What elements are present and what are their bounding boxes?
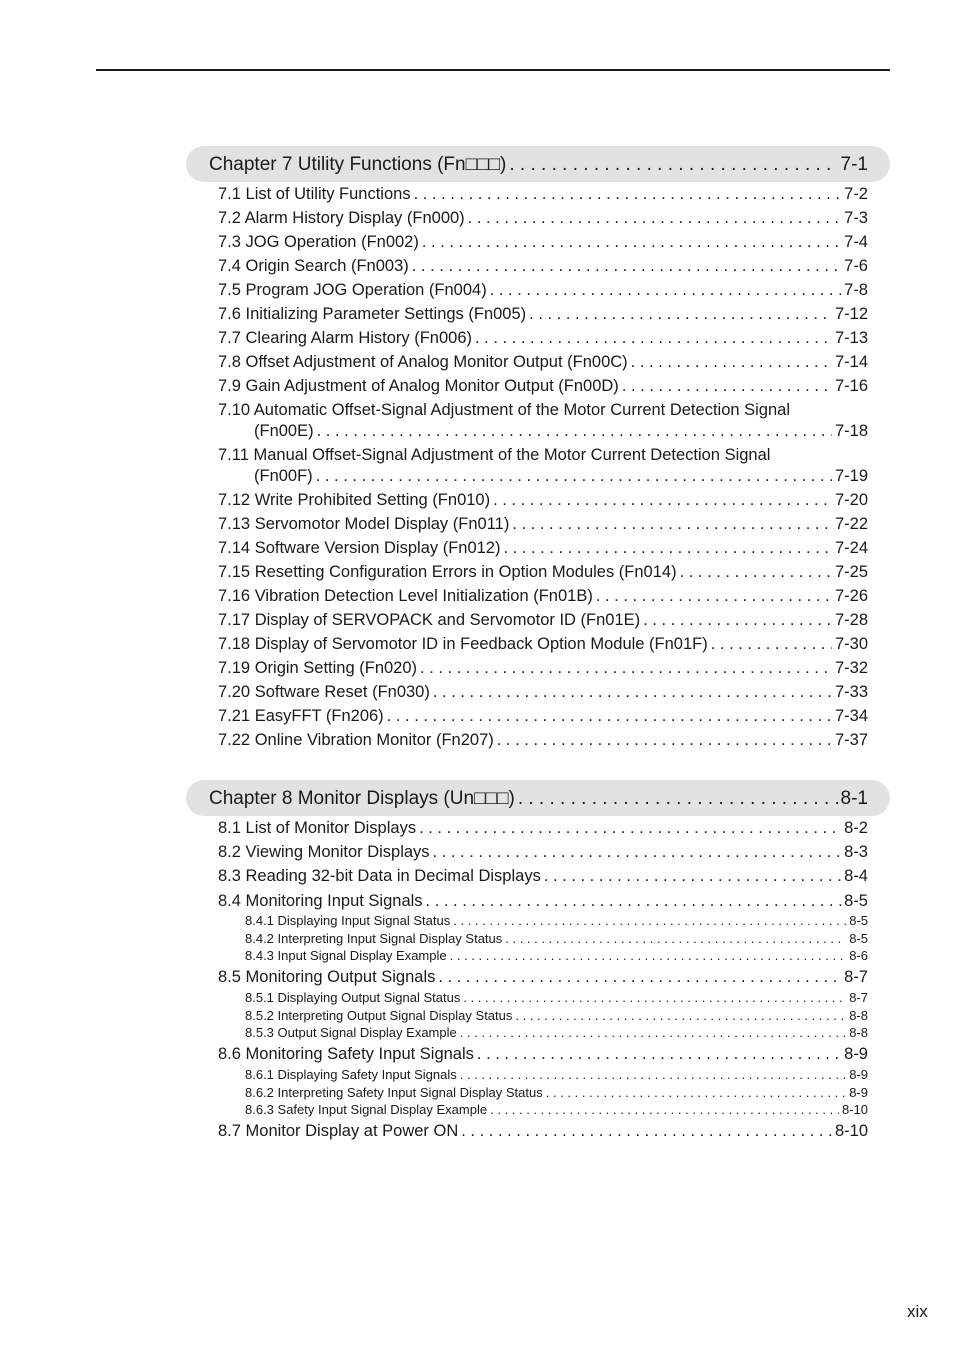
entry-page: 7-2 xyxy=(844,185,868,203)
leader-dots xyxy=(450,948,847,963)
entry-label: 8.6.3 Safety Input Signal Display Example xyxy=(245,1102,488,1117)
toc-entry-8-6[interactable] xyxy=(218,1045,868,1064)
entry-page: 7-12 xyxy=(834,305,868,323)
entry-label: 7.4 Origin Search (Fn003) xyxy=(218,257,409,275)
leader-dots xyxy=(643,611,832,630)
leader-dots xyxy=(438,968,841,987)
toc-entry-8-6-2[interactable] xyxy=(245,1085,868,1100)
chapter-8-row xyxy=(209,788,868,810)
leader-dots xyxy=(622,377,832,396)
entry-page: 7-13 xyxy=(834,329,868,347)
entry-page: 8-2 xyxy=(844,819,868,837)
entry-label: 7.16 Vibration Detection Level Initialization (Fn01B) xyxy=(218,587,593,605)
entry-label: 7.1 List of Utility Functions xyxy=(218,185,411,203)
entry-page: 8-6 xyxy=(849,948,868,963)
toc-entry-7-18[interactable] xyxy=(218,635,868,654)
leader-dots xyxy=(316,467,832,486)
toc-entry-7-13[interactable] xyxy=(218,515,868,534)
entry-label: 8.5 Monitoring Output Signals xyxy=(218,968,436,986)
leader-dots xyxy=(544,867,841,886)
toc-entry-7-10-line1[interactable]: 7.10 Automatic Offset-Signal Adjustment of the Motor Current Detection Signal xyxy=(218,401,790,419)
entry-label: 8.6.2 Interpreting Safety Input Signal Display Status xyxy=(245,1085,543,1100)
toc-entry-8-2[interactable] xyxy=(218,843,868,862)
toc-entry-8-5[interactable] xyxy=(218,968,868,987)
chapter-7-title: Chapter 7 Utility Functions (Fn□□□) xyxy=(209,154,507,175)
toc-entry-7-11-line1[interactable]: 7.11 Manual Offset-Signal Adjustment of the Motor Current Detection Signal xyxy=(218,446,771,464)
entry-page: 7-20 xyxy=(834,491,868,509)
entry-label: (Fn00E) xyxy=(254,422,314,440)
chapter-8-page: 8-1 xyxy=(840,788,868,809)
leader-dots xyxy=(461,1122,832,1141)
toc-entry-7-22[interactable] xyxy=(218,731,868,750)
leader-dots xyxy=(468,209,841,228)
entry-label: 8.6.1 Displaying Safety Input Signals xyxy=(245,1067,457,1082)
entry-label: 7.17 Display of SERVOPACK and Servomotor ID (Fn01E) xyxy=(218,611,641,629)
toc-entry-7-14[interactable] xyxy=(218,539,868,558)
entry-page: 8-5 xyxy=(849,913,868,928)
entry-page: 8-9 xyxy=(849,1067,868,1082)
entry-page: 7-34 xyxy=(834,707,868,725)
toc-entry-8-5-3[interactable] xyxy=(245,1025,868,1040)
toc-entry-7-2[interactable] xyxy=(218,209,868,228)
leader-dots xyxy=(420,659,832,678)
chapter-7-header[interactable] xyxy=(186,146,890,182)
leader-dots xyxy=(512,515,832,534)
toc-entry-8-4-2[interactable] xyxy=(245,931,868,946)
toc-entry-7-19[interactable] xyxy=(218,659,868,678)
toc-entry-7-15[interactable] xyxy=(218,563,868,582)
toc-entry-7-17[interactable] xyxy=(218,611,868,630)
leader-dots xyxy=(426,892,842,911)
entry-label: 8.5.3 Output Signal Display Example xyxy=(245,1025,457,1040)
entry-page: 7-33 xyxy=(834,683,868,701)
toc-entry-7-16[interactable] xyxy=(218,587,868,606)
leader-dots xyxy=(680,563,832,582)
leader-dots xyxy=(529,305,832,324)
page-number: xix xyxy=(907,1302,928,1321)
leader-dots xyxy=(503,539,831,558)
toc-entry-8-1[interactable] xyxy=(218,819,868,838)
entry-label: 7.12 Write Prohibited Setting (Fn010) xyxy=(218,491,491,509)
entry-page: 7-25 xyxy=(834,563,868,581)
entry-page: 7-37 xyxy=(834,731,868,749)
toc-entry-8-4-3[interactable] xyxy=(245,948,868,963)
leader-dots xyxy=(453,913,846,928)
entry-label: 8.5.1 Displaying Output Signal Status xyxy=(245,990,461,1005)
leader-dots xyxy=(463,990,846,1005)
entry-label: 7.21 EasyFFT (Fn206) xyxy=(218,707,384,725)
toc-entry-7-1[interactable] xyxy=(218,185,868,204)
entry-label: 8.4.1 Displaying Input Signal Status xyxy=(245,913,451,928)
leader-dots xyxy=(546,1085,846,1100)
entry-page: 7-4 xyxy=(844,233,868,251)
entry-page: 8-7 xyxy=(844,968,868,986)
toc-entry-7-3[interactable] xyxy=(218,233,868,252)
entry-page: 8-8 xyxy=(849,1008,868,1023)
entry-page: 7-26 xyxy=(834,587,868,605)
leader-dots xyxy=(490,281,841,300)
entry-page: 7-19 xyxy=(834,467,868,485)
toc-entry-7-8[interactable] xyxy=(218,353,868,372)
toc-entry-7-12[interactable] xyxy=(218,491,868,510)
entry-label: (Fn00F) xyxy=(254,467,313,485)
entry-page: 7-32 xyxy=(834,659,868,677)
leader-dots xyxy=(460,1025,846,1040)
chapter-8-header[interactable] xyxy=(186,780,890,816)
toc-entry-8-6-1[interactable] xyxy=(245,1067,868,1082)
toc-entry-7-10[interactable] xyxy=(218,422,868,441)
entry-label: 8.4.2 Interpreting Input Signal Display Status xyxy=(245,931,503,946)
entry-page: 8-4 xyxy=(844,867,868,885)
leader-dots xyxy=(631,353,832,372)
entry-label: 7.13 Servomotor Model Display (Fn011) xyxy=(218,515,510,533)
entry-page: 8-9 xyxy=(849,1085,868,1100)
leader-dots xyxy=(509,154,837,176)
leader-dots xyxy=(596,587,832,606)
leader-dots xyxy=(460,1067,846,1082)
chapter-8-title: Chapter 8 Monitor Displays (Un□□□) xyxy=(209,788,515,809)
entry-label: 8.4 Monitoring Input Signals xyxy=(218,892,423,910)
entry-page: 7-16 xyxy=(834,377,868,395)
entry-page: 8-5 xyxy=(849,931,868,946)
chapter-7-page: 7-1 xyxy=(840,154,868,175)
entry-page: 7-22 xyxy=(834,515,868,533)
entry-page: 7-3 xyxy=(844,209,868,227)
entry-label: 7.14 Software Version Display (Fn012) xyxy=(218,539,501,557)
entry-label: 7.18 Display of Servomotor ID in Feedback Option Module (Fn01F) xyxy=(218,635,708,653)
leader-dots xyxy=(422,233,841,252)
entry-label: 8.4.3 Input Signal Display Example xyxy=(245,948,447,963)
entry-page: 7-28 xyxy=(834,611,868,629)
entry-page: 8-5 xyxy=(844,892,868,910)
entry-page: 7-24 xyxy=(834,539,868,557)
toc-entry-7-4[interactable] xyxy=(218,257,868,276)
entry-page: 7-14 xyxy=(834,353,868,371)
entry-label: 7.9 Gain Adjustment of Analog Monitor Output (Fn00D) xyxy=(218,377,619,395)
entry-label: 7.8 Offset Adjustment of Analog Monitor Output (Fn00C) xyxy=(218,353,628,371)
entry-label: 7.15 Resetting Configuration Errors in Option Modules (Fn014) xyxy=(218,563,677,581)
leader-dots xyxy=(475,329,832,348)
toc-entry-7-21[interactable] xyxy=(218,707,868,726)
toc-entry-8-6-3[interactable] xyxy=(245,1102,868,1117)
leader-dots xyxy=(433,843,842,862)
leader-dots xyxy=(493,491,832,510)
entry-label: 7.5 Program JOG Operation (Fn004) xyxy=(218,281,487,299)
entry-page: 8-10 xyxy=(834,1122,868,1140)
entry-page: 7-30 xyxy=(834,635,868,653)
entry-page: 7-18 xyxy=(834,422,868,440)
toc-entry-8-4-1[interactable] xyxy=(245,913,868,928)
top-rule xyxy=(96,69,890,71)
entry-label: 7.2 Alarm History Display (Fn000) xyxy=(218,209,465,227)
leader-dots xyxy=(477,1045,841,1064)
entry-label: 8.5.2 Interpreting Output Signal Display Status xyxy=(245,1008,513,1023)
toc-entry-7-5[interactable] xyxy=(218,281,868,300)
toc-entry-8-3[interactable] xyxy=(218,867,868,886)
entry-page: 8-10 xyxy=(841,1102,868,1117)
entry-label: 7.3 JOG Operation (Fn002) xyxy=(218,233,419,251)
leader-dots xyxy=(387,707,832,726)
leader-dots xyxy=(505,931,846,946)
leader-dots xyxy=(414,185,842,204)
entry-label: 7.7 Clearing Alarm History (Fn006) xyxy=(218,329,473,347)
toc-entry-7-11[interactable] xyxy=(218,467,868,486)
entry-page: 8-8 xyxy=(849,1025,868,1040)
entry-label: 8.7 Monitor Display at Power ON xyxy=(218,1122,459,1140)
entry-page: 8-3 xyxy=(844,843,868,861)
toc-entry-8-4[interactable] xyxy=(218,892,868,911)
chapter-7-row xyxy=(209,154,868,176)
entry-label: 8.6 Monitoring Safety Input Signals xyxy=(218,1045,474,1063)
entry-label: 7.19 Origin Setting (Fn020) xyxy=(218,659,418,677)
toc-entry-7-20[interactable] xyxy=(218,683,868,702)
leader-dots xyxy=(419,819,841,838)
leader-dots xyxy=(497,731,832,750)
toc-entry-8-7[interactable] xyxy=(218,1122,868,1141)
leader-dots xyxy=(711,635,832,654)
entry-page: 8-9 xyxy=(844,1045,868,1063)
entry-label: 8.2 Viewing Monitor Displays xyxy=(218,843,430,861)
toc-entry-7-6[interactable] xyxy=(218,305,868,324)
toc-entry-8-5-1[interactable] xyxy=(245,990,868,1005)
entry-label: 8.1 List of Monitor Displays xyxy=(218,819,417,837)
leader-dots xyxy=(518,788,838,810)
leader-dots xyxy=(317,422,832,441)
toc-entry-7-9[interactable] xyxy=(218,377,868,396)
leader-dots xyxy=(490,1102,839,1117)
entry-label: 7.20 Software Reset (Fn030) xyxy=(218,683,430,701)
entry-page: 8-7 xyxy=(849,990,868,1005)
leader-dots xyxy=(412,257,841,276)
leader-dots xyxy=(433,683,832,702)
entry-label: 8.3 Reading 32-bit Data in Decimal Displays xyxy=(218,867,541,885)
toc-entry-7-7[interactable] xyxy=(218,329,868,348)
entry-page: 7-8 xyxy=(844,281,868,299)
entry-label: 7.22 Online Vibration Monitor (Fn207) xyxy=(218,731,494,749)
entry-label: 7.6 Initializing Parameter Settings (Fn005) xyxy=(218,305,527,323)
entry-page: 7-6 xyxy=(844,257,868,275)
leader-dots xyxy=(515,1008,846,1023)
toc-entry-8-5-2[interactable] xyxy=(245,1008,868,1023)
